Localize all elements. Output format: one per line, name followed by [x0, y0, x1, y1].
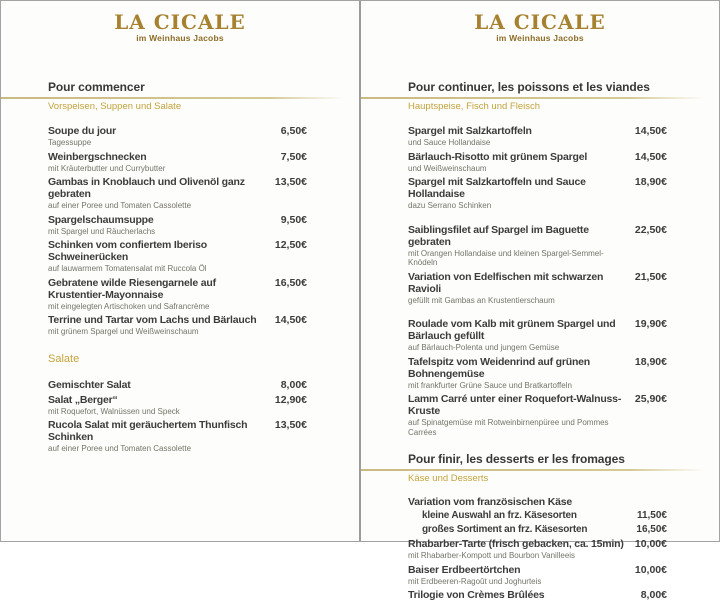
menu-item-text	[48, 176, 267, 211]
menu-item-desc: gefüllt mit Gambas an Krustentierschaum	[408, 295, 555, 305]
menu-item-text	[48, 151, 165, 174]
menu-item-desc: dazu Serrano Schinken	[408, 201, 492, 210]
section-subtitle: Vorspeisen, Suppen und Salate	[48, 101, 182, 112]
menu-item	[48, 277, 307, 312]
menu-item-price: 8,00€	[280, 378, 307, 391]
section-title: Pour finir, les desserts er les fromages	[408, 452, 625, 466]
menu-item-text	[408, 538, 624, 561]
menu-item-name: Spargel mit Salzkartoffeln und Sauce Hollandaise	[408, 176, 586, 200]
menu-item-text	[408, 125, 532, 148]
menu-item-text	[408, 589, 544, 601]
menu-item	[48, 314, 307, 337]
menu-item-desc: mit eingelegten Artischoken und Safrancrème	[48, 301, 210, 311]
menu-item-price: 7,50€	[280, 150, 307, 163]
section-desserts	[361, 452, 719, 601]
menu-item-price: 25,90€	[634, 393, 667, 405]
menu-item-desc: mit Erdbeeren-Ragoût und Joghurteis	[408, 576, 542, 586]
menu-item-name: Terrine und Tartar vom Lachs und Bärlauch	[48, 314, 257, 326]
starters-list	[48, 125, 307, 337]
menu-item-text	[408, 151, 587, 174]
gold-rule	[361, 97, 719, 99]
menu-item-price: 18,90€	[634, 176, 667, 188]
menu-item	[408, 318, 667, 353]
menu-item	[408, 538, 667, 561]
menu-item-desc: Tagessuppe	[48, 138, 92, 147]
menu-item-name: Salat „Berger“	[48, 393, 118, 406]
menu-item-desc: mit frankfurter Grüne Sauce und Bratkartoffeln	[408, 380, 572, 390]
menu-item-text	[408, 496, 572, 508]
menu-item-desc: auf Spinatgemüse mit Rotweinbirnenpüree und Pommes Carrées	[408, 418, 609, 437]
menu-item-price: 8,00€	[640, 589, 667, 601]
menu-item-text	[408, 318, 627, 353]
menu-item-name: Bärlauch-Risotto mit grünem Spargel	[408, 150, 588, 163]
menu-item-price: 14,50€	[634, 125, 667, 137]
menu-item	[408, 356, 667, 391]
gold-rule	[1, 97, 359, 99]
menu-item-text	[408, 564, 541, 587]
gold-rule	[361, 469, 719, 471]
menu-item-name: Roulade vom Kalb mit grünem Spargel und Bärlauch gefüllt	[408, 318, 616, 342]
logo-title: LA CICALE	[114, 10, 246, 34]
menu-item-name: Weinbergschnecken	[48, 150, 147, 163]
menu-page-left	[1, 1, 359, 541]
menu-item-text	[408, 224, 627, 268]
menu-item-name: Saiblingsfilet auf Spargel im Baguette gebraten	[408, 223, 589, 248]
menu-item-text	[48, 394, 180, 417]
menu-item-desc: auf Bärlauch-Polenta und jungem Gemüse	[408, 343, 560, 352]
menu-item-text	[408, 176, 627, 211]
menu-item-desc: und Sauce Hollandaise	[408, 138, 491, 147]
menu-item-desc: mit Spargel und Räucherlachs	[48, 226, 156, 236]
menu-page-right	[361, 1, 719, 601]
group-gap	[408, 308, 667, 318]
section-salads	[1, 353, 359, 454]
menu-item-text	[408, 356, 627, 391]
menu-item-price: 21,50€	[634, 270, 667, 283]
menu-item	[48, 419, 307, 454]
menu-item-name: Baiser Erdbeertörtchen	[408, 563, 521, 576]
menu-item-price: 9,50€	[280, 213, 307, 226]
menu-item	[408, 125, 667, 148]
menu-item-name: Spargelschaumsuppe	[48, 213, 154, 226]
menu-item-price: 13,50€	[274, 419, 307, 431]
menu-item-desc: mit Orangen Hollandaise und kleinen Spargel-Semmel-Knödeln	[408, 248, 604, 267]
salads-list	[48, 379, 307, 454]
menu-item-name: Rucola Salat mit geräuchertem Thunfisch Schinken	[48, 419, 248, 443]
menu-item	[408, 224, 667, 268]
menu-item-desc: auf einer Poree und Tomaten Cassolette	[48, 444, 192, 453]
menu-subitem	[422, 524, 667, 536]
menu-item-price: 18,90€	[634, 355, 667, 368]
menu-item-price: 6,50€	[280, 125, 307, 137]
menu-item-price: 14,50€	[634, 150, 667, 163]
menu-item-desc: auf lauwarmem Tomatensalat mit Ruccola Öl	[48, 264, 207, 273]
menu-item-name: Soupe du jour	[48, 125, 116, 137]
menu-item-text	[48, 379, 131, 391]
menu-item-price: 10,00€	[634, 563, 667, 576]
section-title: Pour commencer	[48, 80, 145, 94]
group-gap	[408, 214, 667, 224]
menu-item	[48, 239, 307, 274]
logo-subtitle: im Weinhaus Jacobs	[496, 33, 584, 43]
menu-item-price: 13,50€	[274, 176, 307, 188]
menu-item	[48, 176, 307, 211]
menu-item-text	[48, 214, 155, 237]
menu-subitem-name: großes Sortiment an frz. Käsesorten	[422, 523, 588, 535]
menu-item-text	[48, 314, 256, 337]
menu-item-text	[48, 125, 116, 148]
menu-item-name: Rhabarber-Tarte (frisch gebacken, ca. 15min)	[408, 538, 624, 550]
menu-item-text	[48, 419, 267, 454]
menu-item	[408, 393, 667, 437]
menu-item-name: Gemischter Salat	[48, 378, 131, 391]
menu-item-price: 12,50€	[274, 239, 307, 251]
menu-item	[408, 271, 667, 306]
menu-item-name: Variation vom französischen Käse	[408, 496, 572, 508]
menu-item	[408, 564, 667, 587]
menu-item-desc: mit Rhabarber-Kompott und Bourbon Vanilleeis	[408, 551, 576, 560]
logo-subtitle: im Weinhaus Jacobs	[136, 33, 224, 43]
menu-item-name: Trilogie von Crèmes Brûlées	[408, 589, 545, 601]
section-subtitle: Käse und Desserts	[408, 473, 489, 484]
menu-item-name: Spargel mit Salzkartoffeln	[408, 125, 532, 137]
menu-subitem-name: kleine Auswahl an frz. Käsesorten	[422, 510, 577, 521]
desserts-list	[408, 496, 667, 601]
menu-subitem	[422, 510, 667, 522]
menu-item-desc: mit Kräuterbutter und Currybutter	[48, 163, 166, 173]
menu-item-price: 10,00€	[634, 538, 667, 550]
section-mains	[361, 80, 719, 437]
menu-item-text	[408, 393, 627, 437]
menu-item	[408, 589, 667, 601]
section-starters	[1, 80, 359, 337]
menu-item-name: Gambas in Knoblauch und Olivenöl ganz gebraten	[48, 176, 245, 200]
menu-item	[48, 125, 307, 148]
salads-heading: Salate	[48, 352, 80, 365]
menu-item-price: 14,50€	[274, 314, 307, 326]
menu-item-price: 12,90€	[274, 393, 307, 406]
section-subtitle: Hauptspeise, Fisch und Fleisch	[408, 101, 541, 112]
menu-item	[408, 496, 667, 508]
restaurant-logo	[361, 1, 719, 43]
menu-subitem-price: 16,50€	[636, 523, 667, 535]
menu-item-desc: auf einer Poree und Tomaten Cassolette	[48, 201, 192, 210]
menu-item-price: 16,50€	[274, 276, 307, 289]
menu-item	[48, 379, 307, 391]
menu-item-group	[408, 496, 667, 535]
mains-list	[408, 125, 667, 437]
menu-item-text	[48, 277, 267, 312]
menu-item-name: Schinken vom confiertem Iberiso Schweinerücken	[48, 239, 207, 263]
restaurant-logo	[1, 1, 359, 43]
menu-item-name: Gebratene wilde Riesengarnele auf Krustentier-Mayonnaise	[48, 276, 216, 301]
menu-item-text	[48, 239, 267, 274]
logo-title: LA CICALE	[474, 10, 606, 34]
menu-item	[48, 394, 307, 417]
menu-item-text	[408, 271, 627, 306]
menu-item	[408, 151, 667, 174]
menu-item	[48, 151, 307, 174]
menu-item-desc: mit Roquefort, Walnüssen und Speck	[48, 406, 180, 416]
menu-item-desc: mit grünem Spargel und Weißweinschaum	[48, 327, 199, 336]
menu-item-desc: und Weißweinschaum	[408, 163, 487, 173]
menu-item-price: 22,50€	[634, 223, 667, 236]
menu-subitem-price: 11,50€	[636, 510, 667, 521]
menu-item	[48, 214, 307, 237]
menu-item-name: Tafelspitz vom Weidenrind auf grünen Bohnengemüse	[408, 355, 591, 380]
menu-item-name: Lamm Carré unter einer Roquefort-Walnuss-Kruste	[408, 393, 622, 417]
menu-item-name: Variation von Edelfischen mit schwarzen Ravioli	[408, 270, 604, 295]
menu-item-price: 19,90€	[634, 318, 667, 330]
menu-item	[408, 176, 667, 211]
section-title: Pour continuer, les poissons et les viandes	[408, 80, 650, 94]
